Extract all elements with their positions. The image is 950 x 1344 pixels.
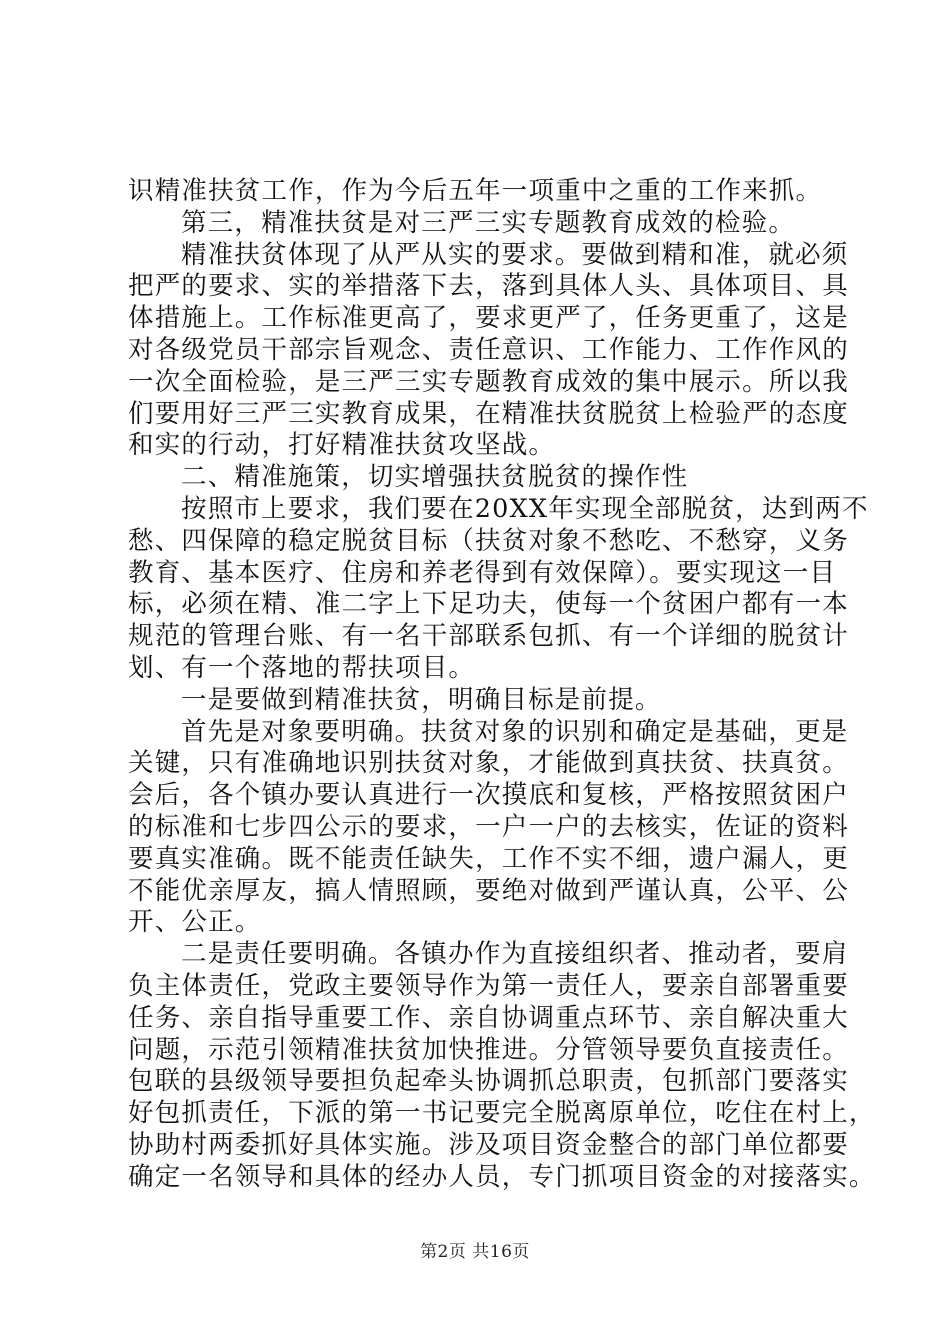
text-line: 不能优亲厚友，搞人情照顾，要绝对做到严谨认真，公平、公 [128,875,849,906]
text-line: 二是责任要明确。各镇办作为直接组织者、推动者，要肩 [181,939,849,970]
paragraph-heading-third [128,208,828,240]
text-line: 规范的管理台账、有一名干部联系包抓、有一个详细的脱贫计 [128,621,849,652]
text-line: 包联的县级领导要担负起牵头协调抓总职责，包抓部门要落实 [128,1066,849,1097]
text-line: 一次全面检验，是三严三实专题教育成效的集中展示。所以我 [128,366,849,397]
text-line: 把严的要求、实的举措落下去，落到具体人头、具体项目、具 [128,271,849,302]
text-line: 协助村两委抓好具体实施。涉及项目资金整合的部门单位都要 [128,1129,849,1160]
text-line: 确定一名领导和具体的经办人员，专门抓项目资金的对接落实。 [128,1161,876,1192]
text-line: 精准扶贫体现了从严从实的要求。要做到精和准，就必须 [181,239,849,270]
text-line: 和实的行动，打好精准扶贫攻坚战。 [128,430,556,461]
text-line: 问题，示范引领精准扶贫加快推进。分管领导要负直接责任。 [128,1034,849,1065]
text-line: 们要用好三严三实教育成果，在精准扶贫脱贫上检验严的态度 [128,398,849,429]
text-line: 第三，精准扶贫是对三严三实专题教育成效的检验。 [181,207,796,238]
text-line: 首先是对象要明确。扶贫对象的识别和确定是基础，更是 [181,716,849,747]
text-line: 会后，各个镇办要认真进行一次摸底和复核，严格按照贫困户 [128,780,849,811]
text-line: 划、有一个落地的帮扶项目。 [128,652,476,683]
page-footer: 第2页 共16页 [420,1242,530,1262]
paragraph-continuation [128,176,828,208]
text-line: 识精准扶贫工作，作为今后五年一项重中之重的工作来抓。 [128,176,823,206]
paragraph-responsibility-clear [128,939,876,1193]
text-line: 愁、四保障的稳定脱贫目标（扶贫对象不愁吃、不愁穿，义务 [128,525,849,556]
text-line: 负主体责任，党政主要领导作为第一责任人，要亲自部署重要 [128,970,849,1001]
text-line: 一是要做到精准扶贫，明确目标是前提。 [181,684,662,715]
text-line: 关键，只有准确地识别扶贫对象，才能做到真扶贫、扶真贫。 [128,748,849,779]
text-line: 教育、基本医疗、住房和养老得到有效保障）。要实现这一目 [128,557,837,588]
document-body [128,176,876,1194]
paragraph-target-clear [128,716,849,940]
text-line: 要真实准确。既不能责任缺失，工作不实不细，遗户漏人，更 [128,843,849,874]
text-line: 按照市上要求，我们要在20XX年实现全部脱贫，达到两不 [181,493,869,524]
text-line: 二、精准施策，切实增强扶贫脱贫的操作性 [181,462,689,493]
text-line: 标，必须在精、准二字上下足功夫，使每一个贫困户都有一本 [128,589,849,620]
text-line: 开、公正。 [128,907,262,938]
text-line: 体措施上。工作标准更高了，要求更严了，任务更重了，这是 [128,303,849,334]
paragraph-heading-point-one [128,685,828,717]
text-line: 任务、亲自指导重要工作、亲自协调重点环节、亲自解决重大 [128,1002,849,1033]
text-line: 的标准和七步四公示的要求，一户一户的去核实，佐证的资料 [128,811,849,842]
text-line: 好包抓责任，下派的第一书记要完全脱离原单位，吃住在村上， [128,1098,876,1129]
paragraph-strict-practical [128,239,849,463]
text-line: 对各级党员干部宗旨观念、责任意识、工作能力、工作作风的 [128,334,849,365]
paragraph-city-requirements [128,493,869,685]
paragraph-heading-section-two [128,462,828,494]
